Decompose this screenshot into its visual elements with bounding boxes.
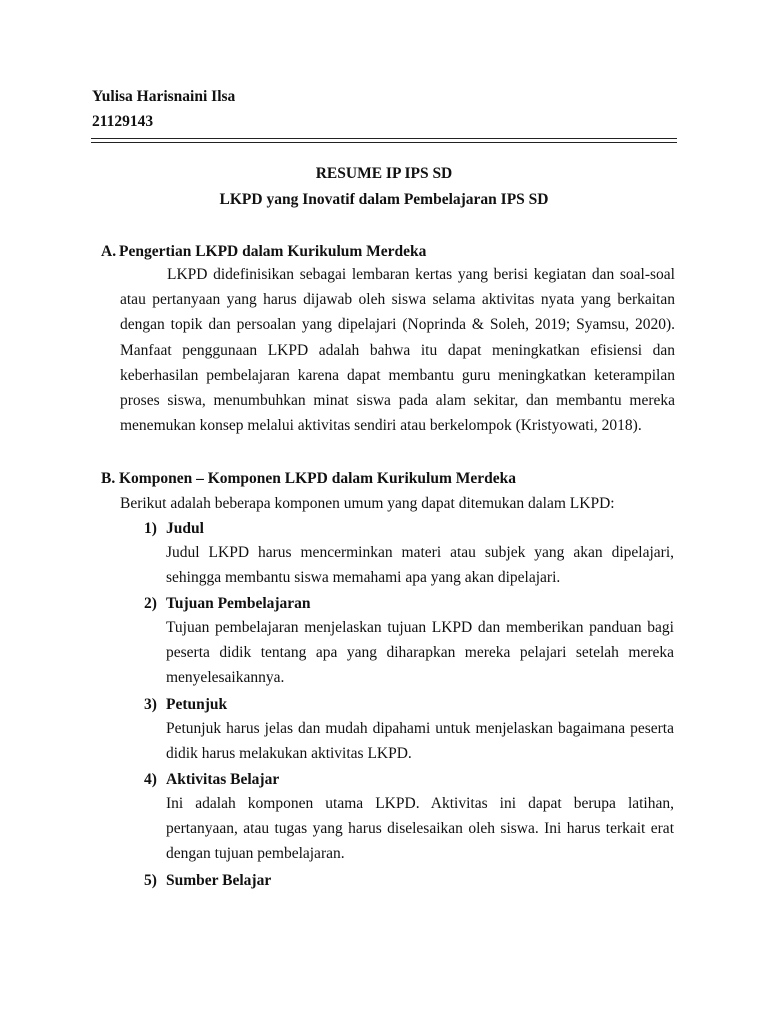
- list-item-number: 4): [144, 771, 157, 788]
- section-b-title: Komponen – Komponen LKPD dalam Kurikulum Merdeka: [119, 470, 517, 487]
- section-a-letter: A.: [101, 243, 117, 260]
- section-b-heading: [101, 469, 516, 489]
- list-item-body: Tujuan pembelajaran menjelaskan tujuan LKPD dan memberikan panduan bagi peserta didik tentang apa yang diharapkan mereka pelajari setelah mereka menyelesaikannya.: [166, 619, 674, 687]
- list-item-number: 5): [144, 872, 157, 889]
- section-b-intro: Berikut adalah beberapa komponen umum yang dapat ditemukan dalam LKPD:: [120, 495, 615, 512]
- list-item-label: Sumber Belajar: [166, 872, 272, 889]
- list-item-number: 1): [144, 520, 157, 537]
- list-item-title: [144, 695, 227, 715]
- section-a-title: Pengertian LKPD dalam Kurikulum Merdeka: [119, 243, 427, 260]
- list-item-title: [144, 871, 271, 891]
- author-name: Yulisa Harisnaini Ilsa: [92, 88, 236, 105]
- list-item-label: Tujuan Pembelajaran: [166, 595, 311, 612]
- section-b-letter: B.: [101, 470, 116, 487]
- list-item-number: 3): [144, 696, 157, 713]
- header-divider-bottom: [91, 142, 677, 143]
- section-a-heading: [101, 242, 426, 262]
- list-item-body: Judul LKPD harus mencerminkan materi atau subjek yang akan dipelajari, sehingga membantu siswa memahami apa yang akan dipelajari.: [166, 544, 674, 587]
- list-item-title: [144, 770, 279, 790]
- document-title: RESUME IP IPS SD: [315, 165, 453, 182]
- list-item-label: Judul: [166, 520, 204, 537]
- list-item-body: Petunjuk harus jelas dan mudah dipahami untuk menjelaskan bagaimana peserta didik harus melakukan aktivitas LKPD.: [166, 720, 674, 763]
- list-item-number: 2): [144, 595, 157, 612]
- list-item-body: Ini adalah komponen utama LKPD. Aktivitas ini dapat berupa latihan, pertanyaan, atau tugas yang harus diselesaikan oleh siswa. Ini harus terkait erat dengan tujuan pembelajaran.: [166, 795, 674, 863]
- list-item-label: Aktivitas Belajar: [166, 771, 280, 788]
- student-id: 21129143: [92, 113, 154, 130]
- list-item-label: Petunjuk: [166, 696, 228, 713]
- section-a-paragraph: LKPD didefinisikan sebagai lembaran kertas yang berisi kegiatan dan soal-soal atau pertanyaan yang harus dijawab oleh siswa selama aktivitas nyata yang berkaitan dengan topik dan persoalan yang dipelajari (Noprinda & Soleh, 2019; Syamsu, 2020). Manfaat penggunaan LKPD adalah bahwa itu dapat meningkatkan efisiensi dan keberhasilan pembelajaran karena dapat membantu guru meningkatkan keterampilan proses siswa, menumbuhkan minat siswa pada alam sekitar, dan membantu mereka menemukan konsep melalui aktivitas sendiri atau berkelompok (Kristyowati, 2018).: [120, 266, 675, 435]
- list-item-title: [144, 594, 311, 614]
- document-subtitle: LKPD yang Inovatif dalam Pembelajaran IPS SD: [219, 191, 549, 208]
- list-item-title: [144, 519, 204, 539]
- header-divider-top: [91, 138, 677, 139]
